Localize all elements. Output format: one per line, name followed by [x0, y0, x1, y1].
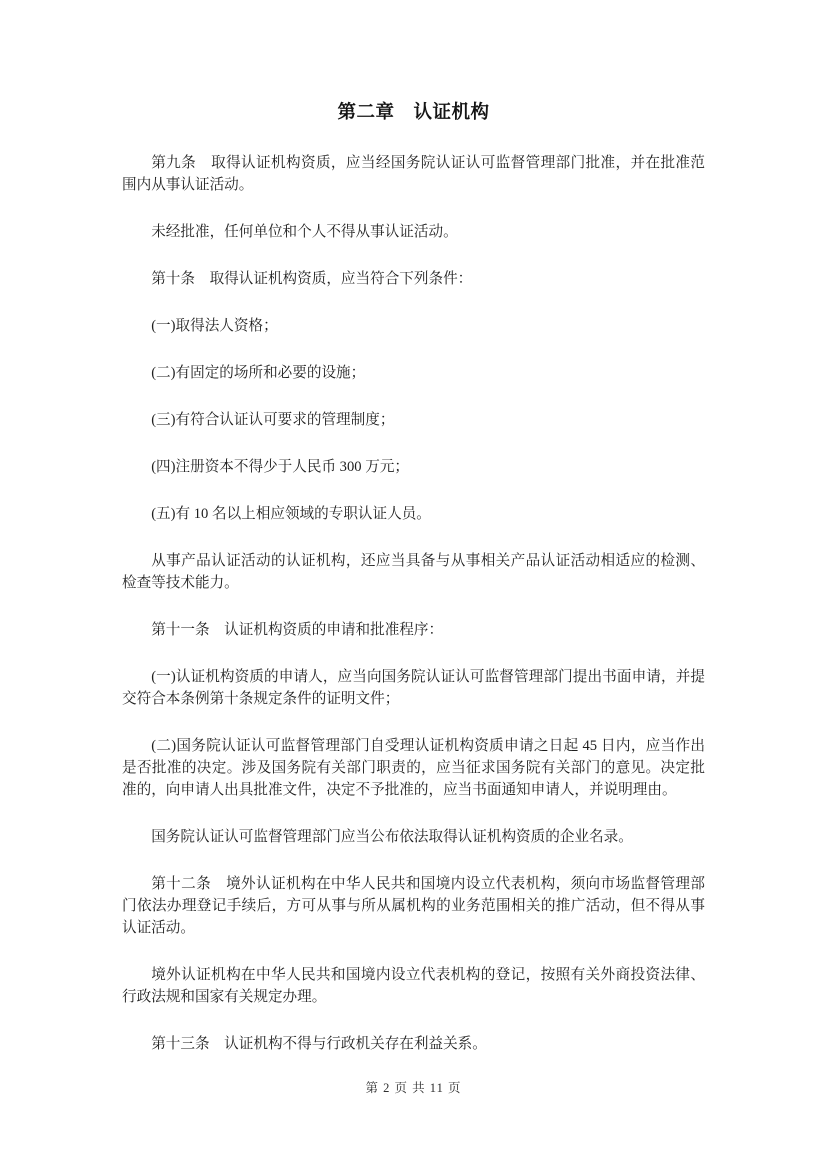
paragraph: (五)有 10 名以上相应领域的专职认证人员。: [151, 506, 431, 522]
paragraph: (二)有固定的场所和必要的设施；: [151, 365, 366, 381]
page-footer: [0, 1080, 827, 1096]
paragraph: 第十二条 境外认证机构在中华人民共和国境内设立代表机构，须向市场监督管理部门依法办理登记手续后，方可从事与所从属机构的业务范围相关的推广活动，但不得从事认证活动。: [122, 876, 705, 936]
paragraph: (四)注册资本不得少于人民币 300 万元；: [151, 459, 410, 475]
chapter-title: 第二章 认证机构: [337, 103, 490, 123]
paragraph: 境外认证机构在中华人民共和国境内设立代表机构的登记，按照有关外商投资法律、行政法规和国家有关规定办理。: [122, 967, 705, 1005]
paragraph: (一)认证机构资质的申请人，应当向国务院认证认可监督管理部门提出书面申请，并提交符合本条例第十条规定条件的证明文件；: [122, 669, 705, 707]
paragraph: 从事产品认证活动的认证机构，还应当具备与从事相关产品认证活动相适应的检测、检查等技术能力。: [122, 553, 705, 591]
paragraph: 国务院认证认可监督管理部门应当公布依法取得认证机构资质的企业名录。: [151, 829, 633, 845]
document-body: [122, 152, 705, 1055]
paragraph: 未经批准，任何单位和个人不得从事认证活动。: [151, 224, 458, 240]
paragraph: (一)取得法人资格；: [151, 318, 278, 334]
paragraph: (二)国务院认证认可监督管理部门自受理认证机构资质申请之日起 45 日内，应当作出是否批准的决定。涉及国务院有关部门职责的，应当征求国务院有关部门的意见。决定批准的，向申请人出具批准文件，决定不予批准的，应当书面通知申请人，并说明理由。: [122, 738, 705, 798]
paragraph: 第十一条 认证机构资质的申请和批准程序：: [151, 622, 444, 638]
paragraph: 第十三条 认证机构不得与行政机关存在利益关系。: [151, 1036, 487, 1052]
paragraph: 第九条 取得认证机构资质，应当经国务院认证认可监督管理部门批准，并在批准范围内从事认证活动。: [122, 155, 705, 193]
page-number-text: 第 2 页 共 11 页: [365, 1081, 462, 1095]
paragraph: (三)有符合认证认可要求的管理制度；: [151, 412, 395, 428]
paragraph: 第十条 取得认证机构资质，应当符合下列条件：: [151, 271, 473, 287]
